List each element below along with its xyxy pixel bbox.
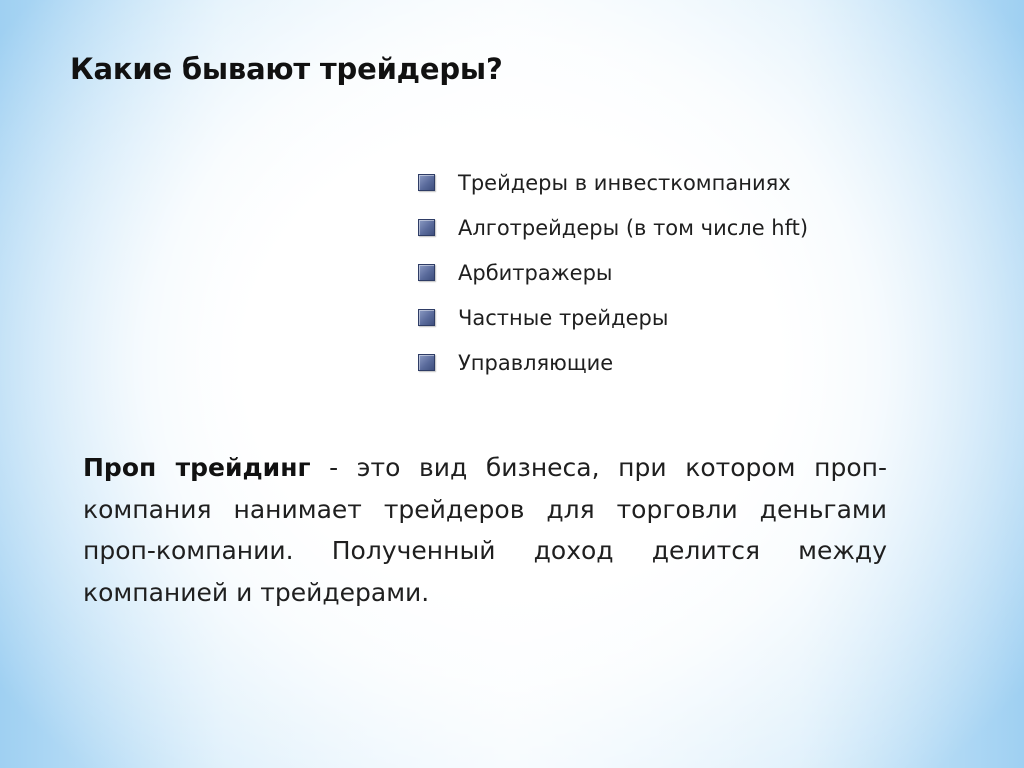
- trader-types-list: [418, 160, 808, 385]
- square-bullet-icon: [418, 309, 435, 326]
- square-bullet-icon: [418, 174, 435, 191]
- square-bullet-icon: [418, 264, 435, 281]
- list-item: [418, 205, 808, 250]
- list-item-label: Алготрейдеры (в том числе hft): [458, 215, 809, 240]
- list-item-label: Трейдеры в инвесткомпаниях: [458, 170, 791, 195]
- list-item: [418, 160, 808, 205]
- list-item: [418, 295, 808, 340]
- definition-text: - это вид бизнеса, при котором проп-компания нанимает трейдеров для торговли деньгами проп-компании. Полученный доход делится между компанией и трейдерами.: [83, 453, 888, 607]
- list-item-label: Управляющие: [458, 350, 614, 375]
- square-bullet-icon: [418, 354, 435, 371]
- definition-term: Проп трейдинг: [83, 453, 311, 482]
- square-bullet-icon: [418, 219, 435, 236]
- list-item: [418, 340, 808, 385]
- list-item: [418, 250, 808, 295]
- list-item-label: Частные трейдеры: [458, 305, 669, 330]
- list-item-label: Арбитражеры: [458, 260, 613, 285]
- definition-paragraph: [83, 447, 887, 613]
- slide-title: Какие бывают трейдеры?: [70, 52, 503, 86]
